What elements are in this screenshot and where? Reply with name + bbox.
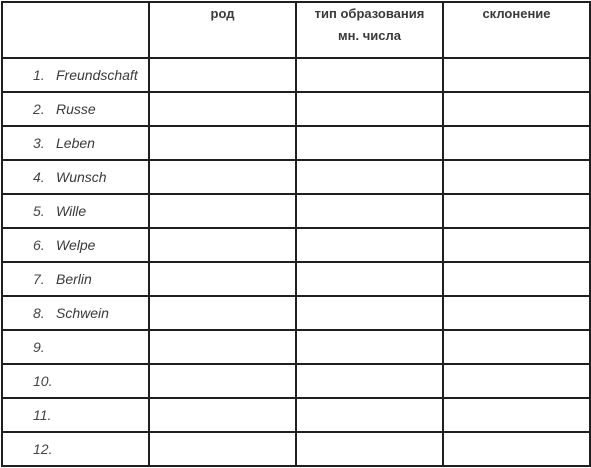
plural-type-answer-cell[interactable] [296, 228, 443, 262]
declension-answer-cell[interactable] [443, 296, 590, 330]
gender-answer-cell[interactable] [149, 364, 296, 398]
noun-word: Russe [56, 101, 96, 117]
header-declension-label: склонение [482, 6, 551, 21]
plural-type-answer-cell[interactable] [296, 262, 443, 296]
plural-type-answer-cell[interactable] [296, 92, 443, 126]
declension-answer-cell[interactable] [443, 398, 590, 432]
table-row [2, 228, 590, 262]
gender-answer-cell[interactable] [149, 160, 296, 194]
word-cell [2, 58, 149, 92]
declension-answer-cell[interactable] [443, 432, 590, 466]
header-row [2, 2, 590, 58]
row-number: 10. [33, 373, 53, 389]
row-number: 5. [33, 203, 45, 219]
header-gender-column [149, 2, 296, 58]
declension-answer-cell[interactable] [443, 194, 590, 228]
declension-answer-cell[interactable] [443, 160, 590, 194]
table-row [2, 126, 590, 160]
word-cell [2, 160, 149, 194]
plural-type-answer-cell[interactable] [296, 58, 443, 92]
word-cell [2, 194, 149, 228]
table-row [2, 432, 590, 466]
header-plural-label-line1: тип образования [314, 6, 425, 21]
table-row [2, 398, 590, 432]
plural-type-answer-cell[interactable] [296, 194, 443, 228]
word-cell [2, 228, 149, 262]
declension-answer-cell[interactable] [443, 330, 590, 364]
declension-answer-cell[interactable] [443, 126, 590, 160]
table-row [2, 364, 590, 398]
header-plural-column [296, 2, 443, 58]
noun-word: Wille [56, 203, 87, 219]
noun-exercise-table [1, 1, 591, 467]
word-cell [2, 432, 149, 466]
word-cell [2, 296, 149, 330]
exercise-table-container [1, 1, 589, 466]
gender-answer-cell[interactable] [149, 398, 296, 432]
table-body [2, 58, 590, 466]
plural-type-answer-cell[interactable] [296, 432, 443, 466]
noun-word: Schwein [56, 305, 109, 321]
plural-type-answer-cell[interactable] [296, 330, 443, 364]
gender-answer-cell[interactable] [149, 228, 296, 262]
word-cell [2, 364, 149, 398]
table-row [2, 262, 590, 296]
declension-answer-cell[interactable] [443, 228, 590, 262]
word-cell [2, 126, 149, 160]
row-number: 6. [33, 237, 45, 253]
gender-answer-cell[interactable] [149, 262, 296, 296]
noun-word: Berlin [56, 271, 92, 287]
gender-answer-cell[interactable] [149, 330, 296, 364]
plural-type-answer-cell[interactable] [296, 398, 443, 432]
table-row [2, 160, 590, 194]
row-number: 8. [33, 305, 45, 321]
header-gender-label: род [210, 6, 235, 21]
plural-type-answer-cell[interactable] [296, 160, 443, 194]
noun-word: Welpe [56, 237, 96, 253]
header-plural-label-line2: мн. числа [338, 28, 401, 43]
table-row [2, 194, 590, 228]
gender-answer-cell[interactable] [149, 432, 296, 466]
declension-answer-cell[interactable] [443, 364, 590, 398]
word-cell [2, 262, 149, 296]
table-row [2, 330, 590, 364]
row-number: 12. [33, 441, 53, 457]
declension-answer-cell[interactable] [443, 92, 590, 126]
gender-answer-cell[interactable] [149, 126, 296, 160]
word-cell [2, 92, 149, 126]
row-number: 3. [33, 135, 45, 151]
noun-word: Leben [56, 135, 95, 151]
table-row [2, 296, 590, 330]
header-word-column [2, 2, 149, 58]
plural-type-answer-cell[interactable] [296, 364, 443, 398]
row-number: 4. [33, 169, 45, 185]
header-declension-column [443, 2, 590, 58]
declension-answer-cell[interactable] [443, 262, 590, 296]
noun-word: Wunsch [56, 169, 107, 185]
word-cell [2, 398, 149, 432]
table-row [2, 58, 590, 92]
row-number: 2. [33, 101, 45, 117]
gender-answer-cell[interactable] [149, 194, 296, 228]
table-row [2, 92, 590, 126]
plural-type-answer-cell[interactable] [296, 126, 443, 160]
row-number: 1. [33, 67, 45, 83]
gender-answer-cell[interactable] [149, 296, 296, 330]
gender-answer-cell[interactable] [149, 92, 296, 126]
row-number: 9. [33, 339, 45, 355]
row-number: 7. [33, 271, 45, 287]
declension-answer-cell[interactable] [443, 58, 590, 92]
gender-answer-cell[interactable] [149, 58, 296, 92]
plural-type-answer-cell[interactable] [296, 296, 443, 330]
row-number: 11. [33, 407, 52, 423]
noun-word: Freundschaft [56, 67, 138, 83]
word-cell [2, 330, 149, 364]
